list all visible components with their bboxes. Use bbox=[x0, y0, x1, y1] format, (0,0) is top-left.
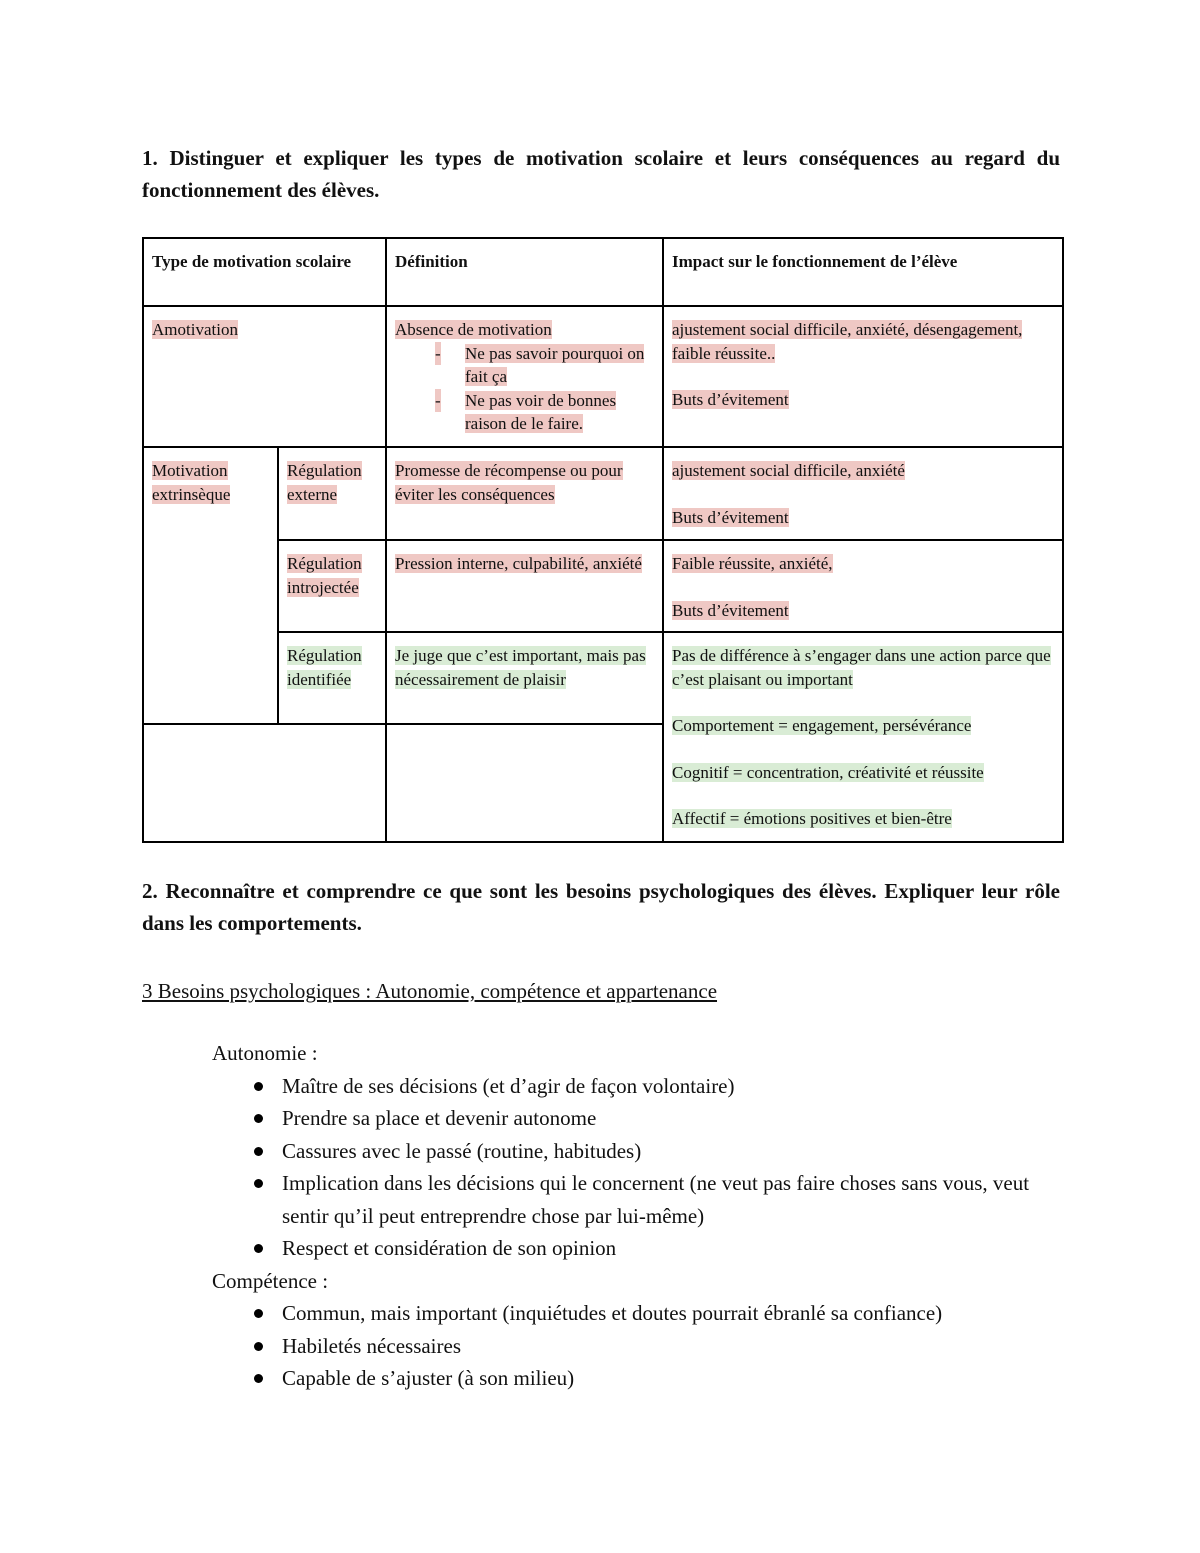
cell-impact bbox=[663, 306, 1063, 447]
subtype-label: Régulation identifiée bbox=[287, 646, 362, 689]
header-impact: Impact sur le fonctionnement de l’élève bbox=[663, 238, 1063, 306]
definition-list bbox=[395, 342, 654, 436]
needs-list bbox=[212, 1037, 1072, 1395]
bullet-icon bbox=[254, 1147, 263, 1156]
definition-text: Pression interne, culpabilité, anxiété bbox=[395, 554, 642, 573]
cell-definition bbox=[386, 447, 663, 540]
impact-text: Comportement = engagement, persévérance bbox=[672, 716, 972, 735]
autonomie-label: Autonomie : bbox=[212, 1041, 318, 1065]
cell-impact bbox=[663, 447, 1063, 540]
impact-text: Cognitif = concentration, créativité et réussite bbox=[672, 762, 984, 782]
table-row-regulation-introjectee bbox=[143, 540, 1063, 632]
subtype-label: Régulation externe bbox=[287, 461, 362, 504]
impact-text: Pas de différence à s’engager dans une action parce que c’est plaisant ou important bbox=[672, 646, 1051, 689]
definition-text: Je juge que c’est important, mais pas nécessairement de plaisir bbox=[395, 646, 646, 689]
competence-label: Compétence : bbox=[212, 1268, 329, 1293]
bullet-icon bbox=[254, 1082, 263, 1091]
table-row-regulation-identifiee bbox=[143, 632, 1063, 724]
cell-definition bbox=[386, 306, 663, 447]
type-label: Amotivation bbox=[152, 320, 238, 339]
list-item: Habiletés nécessaires bbox=[212, 1330, 1072, 1363]
cell-type bbox=[143, 306, 386, 447]
impact-text: ajustement social difficile, anxiété, désengagement, faible réussite.. bbox=[672, 320, 1023, 363]
impact-text: Affectif = émotions positives et bien-être bbox=[672, 809, 952, 828]
list-item: - Ne pas savoir pourquoi on fait ça bbox=[435, 343, 645, 386]
table-row-amotivation bbox=[143, 306, 1063, 447]
list-item: - Ne pas voir de bonnes raison de le faire. bbox=[435, 390, 617, 433]
table-row-regulation-externe bbox=[143, 447, 1063, 540]
bullet-icon bbox=[254, 1342, 263, 1351]
list-item: Commun, mais important (inquiétudes et doutes pourrait ébranlé sa confiance) bbox=[212, 1297, 1072, 1330]
list-item: Implication dans les décisions qui le concernent (ne veut pas faire choses sans vous, veut sentir qu’il peut entreprendre chose par lui-même) bbox=[212, 1167, 1072, 1232]
cell-definition bbox=[386, 540, 663, 632]
list-item: Capable de s’ajuster (à son milieu) bbox=[212, 1362, 1072, 1395]
autonomie-list bbox=[212, 1070, 1072, 1265]
cell-impact bbox=[663, 540, 1063, 632]
list-item: Cassures avec le passé (routine, habitudes) bbox=[212, 1135, 1072, 1168]
list-item: Maître de ses décisions (et d’agir de façon volontaire) bbox=[212, 1070, 1072, 1103]
bullet-icon bbox=[254, 1179, 263, 1188]
impact-text: Buts d’évitement bbox=[672, 507, 789, 527]
definition-text: Promesse de récompense ou pour éviter les conséquences bbox=[395, 461, 623, 504]
definition-text: Absence de motivation bbox=[395, 320, 552, 339]
dash-marker: - bbox=[435, 342, 441, 366]
section-2-title: 2. Reconnaître et comprendre ce que sont les besoins psychologiques des élèves. Expliquer leur rôle dans les comportements. bbox=[142, 879, 1060, 935]
impact-text: ajustement social difficile, anxiété bbox=[672, 461, 905, 480]
subtype-label: Régulation introjectée bbox=[287, 554, 362, 597]
section-1-title: 1. Distinguer et expliquer les types de motivation scolaire et leurs conséquences au regard du fonctionnement des élèves. bbox=[142, 146, 1060, 202]
cell-subtype bbox=[278, 632, 386, 724]
cell-subtype bbox=[278, 540, 386, 632]
header-definition: Définition bbox=[386, 238, 663, 306]
impact-text: Buts d’évitement bbox=[672, 600, 789, 620]
cell-type bbox=[143, 447, 278, 724]
dash-marker: - bbox=[435, 389, 441, 413]
needs-subtitle: 3 Besoins psychologiques : Autonomie, compétence et appartenance bbox=[142, 979, 718, 1003]
bullet-icon bbox=[254, 1374, 263, 1383]
cell-empty bbox=[386, 724, 663, 842]
bullet-icon bbox=[254, 1114, 263, 1123]
impact-text: Faible réussite, anxiété, bbox=[672, 554, 833, 573]
cell-impact bbox=[663, 632, 1063, 842]
bullet-icon bbox=[254, 1309, 263, 1318]
cell-subtype bbox=[278, 447, 386, 540]
competence-list bbox=[212, 1297, 1072, 1395]
cell-definition bbox=[386, 632, 663, 724]
list-item: Respect et considération de son opinion bbox=[212, 1232, 1072, 1265]
impact-text: Buts d’évitement bbox=[672, 390, 789, 409]
table-header-row bbox=[143, 238, 1063, 306]
bullet-icon bbox=[254, 1244, 263, 1253]
cell-empty bbox=[143, 724, 386, 842]
motivation-table bbox=[142, 237, 1064, 843]
header-type: Type de motivation scolaire bbox=[143, 238, 386, 306]
type-label: Motivation extrinsèque bbox=[152, 461, 231, 504]
list-item: Prendre sa place et devenir autonome bbox=[212, 1102, 1072, 1135]
